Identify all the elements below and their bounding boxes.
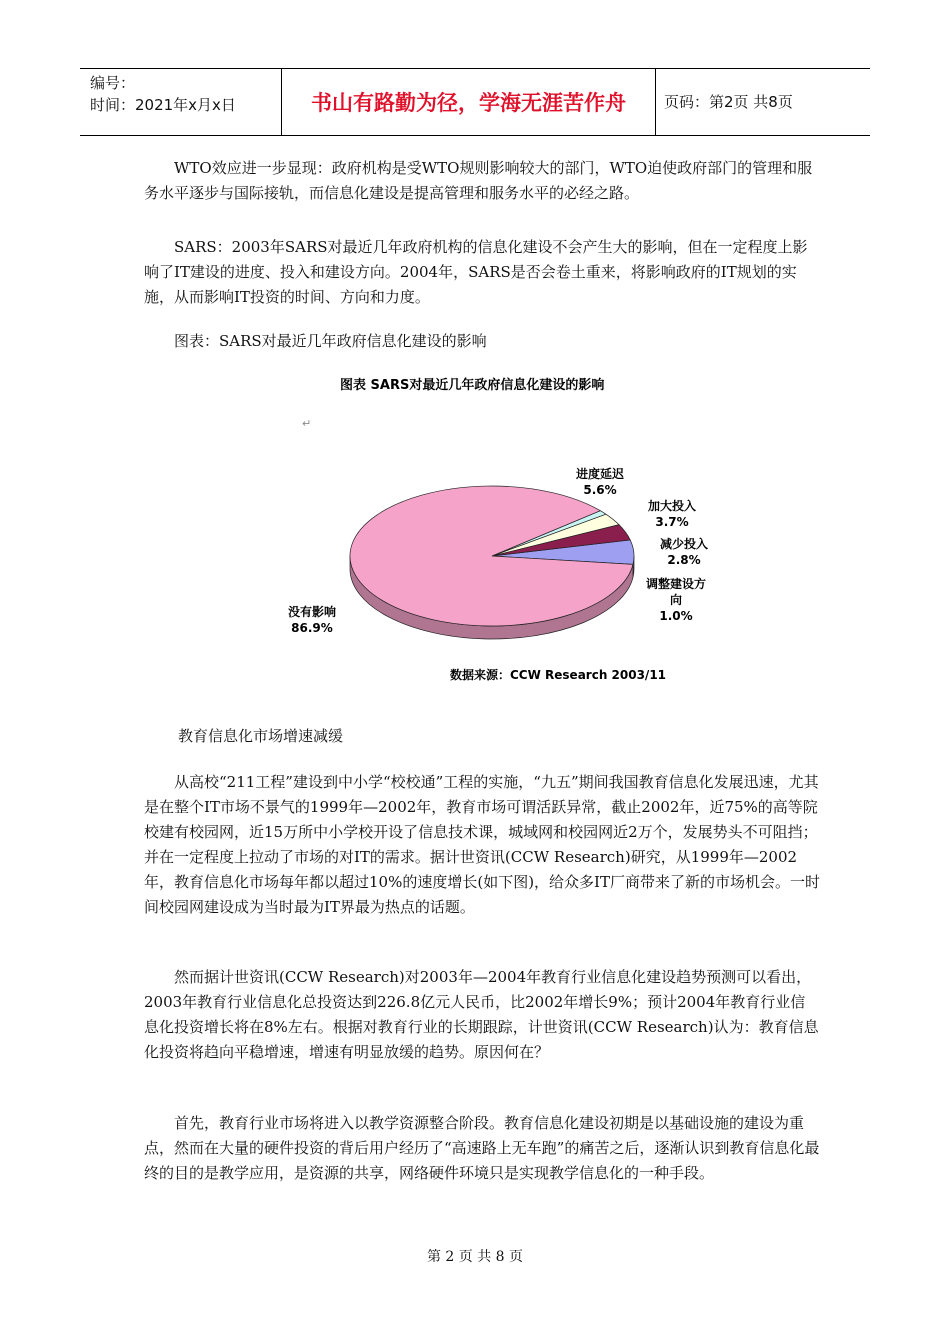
page-footer: 第 2 页 共 8 页 — [426, 1249, 524, 1265]
pie-chart — [280, 368, 709, 698]
chart-source: 数据来源：CCW Research 2003/11 — [450, 668, 667, 682]
pie-label-4: 没有影响 86.9% — [287, 605, 337, 635]
paragraph-3-text: 首先，教育行业市场将进入以教学资源整合阶段。教育信息化建设初期是以基础设施的建设为重点，然而在大量的硬件投资的背后用户经历了“高速路上无车跑”的痛苦之后，逐渐认识到教育信息化最终的目的是教学应用，是资源的共享，网络硬件环境只是实现教学信息化的一种手段。 — [144, 1114, 820, 1182]
pie-chart-svg — [280, 368, 709, 698]
paragraph-sars-text: SARS：2003年SARS对最近几年政府机构的信息化建设不会产生大的影响，但在一定程度上影响了IT建设的进度、投入和建设方向。2004年，SARS是否会卷土重来，将影响政府的IT规划的实施，从而影响IT投资的时间、方向和力度。 — [144, 238, 808, 306]
header-motto: 书山有路勤为径，学海无涯苦作舟 — [311, 90, 626, 115]
paragraph-3 — [144, 1111, 820, 1186]
pie-label-2: 减少投入 2.8% — [659, 537, 709, 567]
paragraph-2 — [144, 965, 820, 1065]
chart-title: 图表 SARS对最近几年政府信息化建设的影响 — [340, 378, 605, 393]
paragraph-2-text: 然而据计世资讯(CCW Research)对2003年—2004年教育行业信息化建设趋势预测可以看出，2003年教育行业信息化总投资达到226.8亿元人民币，比2002年增长9%；预计2004年教育行业信息化投资增长将在8%左右。根据对教育行业的长期跟踪，计世资讯(CCW Research)认为：教育信息化投资将趋向平稳增速，增速有明显放缓的趋势。原因何在？ — [144, 968, 819, 1061]
pie-slices — [350, 486, 634, 639]
header-meta — [90, 72, 236, 116]
section-heading-block — [178, 724, 854, 749]
return-mark: ↵ — [302, 417, 312, 430]
paragraph-1 — [144, 770, 820, 920]
paragraph-sars — [144, 235, 820, 310]
paragraph-wto — [144, 156, 820, 206]
paragraph-wto-text: WTO效应进一步显现：政府机构是受WTO规则影响较大的部门，WTO迫使政府部门的管理和服务水平逐步与国际接轨，而信息化建设是提高管理和服务水平的必经之路。 — [144, 159, 813, 202]
section-heading: 教育信息化市场增速减缓 — [178, 727, 344, 745]
figure-caption-block — [144, 329, 820, 354]
header-bottom-rule — [80, 135, 870, 136]
paragraph-1-text: 从高校“211工程”建设到中小学“校校通”工程的实施，“九五”期间我国教育信息化发展迅速，尤其是在整个IT市场不景气的1999年—2002年，教育市场可谓活跃异常，截止2002年，近75%的高等院校建有校园网，近15万所中小学校开设了信息技术课，城域网和校园网近2万个，发展势头不可阻挡；并在一定程度上拉动了市场的对IT的需求。据计世资讯(CCW Research)研究，从1999年—2002年，教育信息化市场每年都以超过10%的速度增长(如下图)，给众多IT厂商带来了新的市场机会。一时间校园网建设成为当时最为IT界最为热点的话题。 — [144, 773, 820, 916]
pie-label-3: 调整建设方向 1.0% — [645, 577, 707, 623]
time-label: 时间：2021年x月x日 — [90, 96, 236, 114]
figure-caption: 图表：SARS对最近几年政府信息化建设的影响 — [174, 332, 487, 350]
pie-label-1: 加大投入 3.7% — [647, 499, 697, 529]
header-page-code: 页码：第2页 共8页 — [664, 93, 793, 111]
pie-label-0: 进度延迟 5.6% — [575, 467, 625, 497]
serial-label: 编号： — [90, 74, 136, 92]
